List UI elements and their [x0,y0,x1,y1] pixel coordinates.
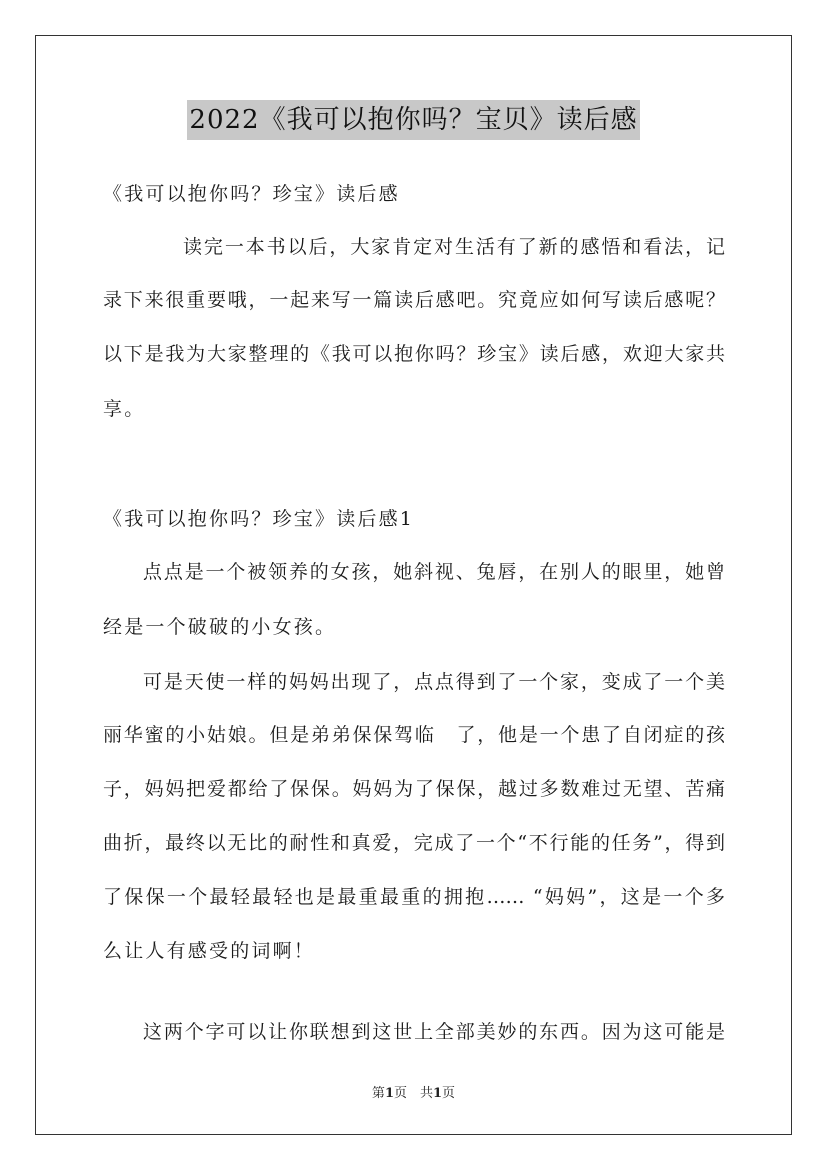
intro-line-1: 读完一本书以后，大家肯定对生活有了新的感悟和看法，记 [183,236,725,258]
body-line-2: 经是一个破破的小女孩。 [103,616,337,638]
intro-line-2: 录下来很重要哦，一起来写一篇读后感吧。究竟应如何写读后感呢？ [103,289,725,311]
body-line-3: 可是天使一样的妈妈出现了，点点得到了一个家，变成了一个美 [143,671,725,693]
subtitle: 《我可以抱你吗？珍宝》读后感 [103,183,400,205]
body-line-5: 子，妈妈把爱都给了保保。妈妈为了保保，越过多数难过无望、苦痛 [103,778,725,800]
footer-page-prefix: 第 [371,1086,385,1101]
page-footer [0,1082,827,1101]
document-title: 2022《我可以抱你吗？宝贝》读后感 [187,100,639,140]
body-line-4: 丽华蜜的小姑娘。但是弟弟保保驾临 了，他是一个患了自闭症的孩 [103,724,725,746]
body-line-7: 了保保一个最轻最轻也是最重最重的拥抱…… “妈妈”，这是一个多 [103,886,725,908]
section-heading: 《我可以抱你吗？珍宝》读后感1 [103,508,415,530]
intro-line-3: 以下是我为大家整理的《我可以抱你吗？珍宝》读后感，欢迎大家共 [103,343,725,365]
footer-total-pages: 1 [433,1086,443,1101]
title-container [0,100,827,140]
body-line-9: 这两个字可以让你联想到这世上全部美妙的东西。因为这可能是 [143,1021,725,1043]
footer-page-number: 1 [384,1086,394,1101]
body-line-6: 曲折，最终以无比的耐性和真爱，完成了一个“不行能的任务”，得到 [103,832,725,854]
footer-page-mid: 页 共 [393,1086,433,1101]
body-line-1: 点点是一个被领养的女孩，她斜视、兔唇，在别人的眼里，她曾 [143,561,725,583]
body-line-8: 么让人有感受的词啊！ [103,940,316,962]
footer-page-suffix: 页 [442,1086,456,1101]
intro-line-4: 享。 [103,398,146,420]
